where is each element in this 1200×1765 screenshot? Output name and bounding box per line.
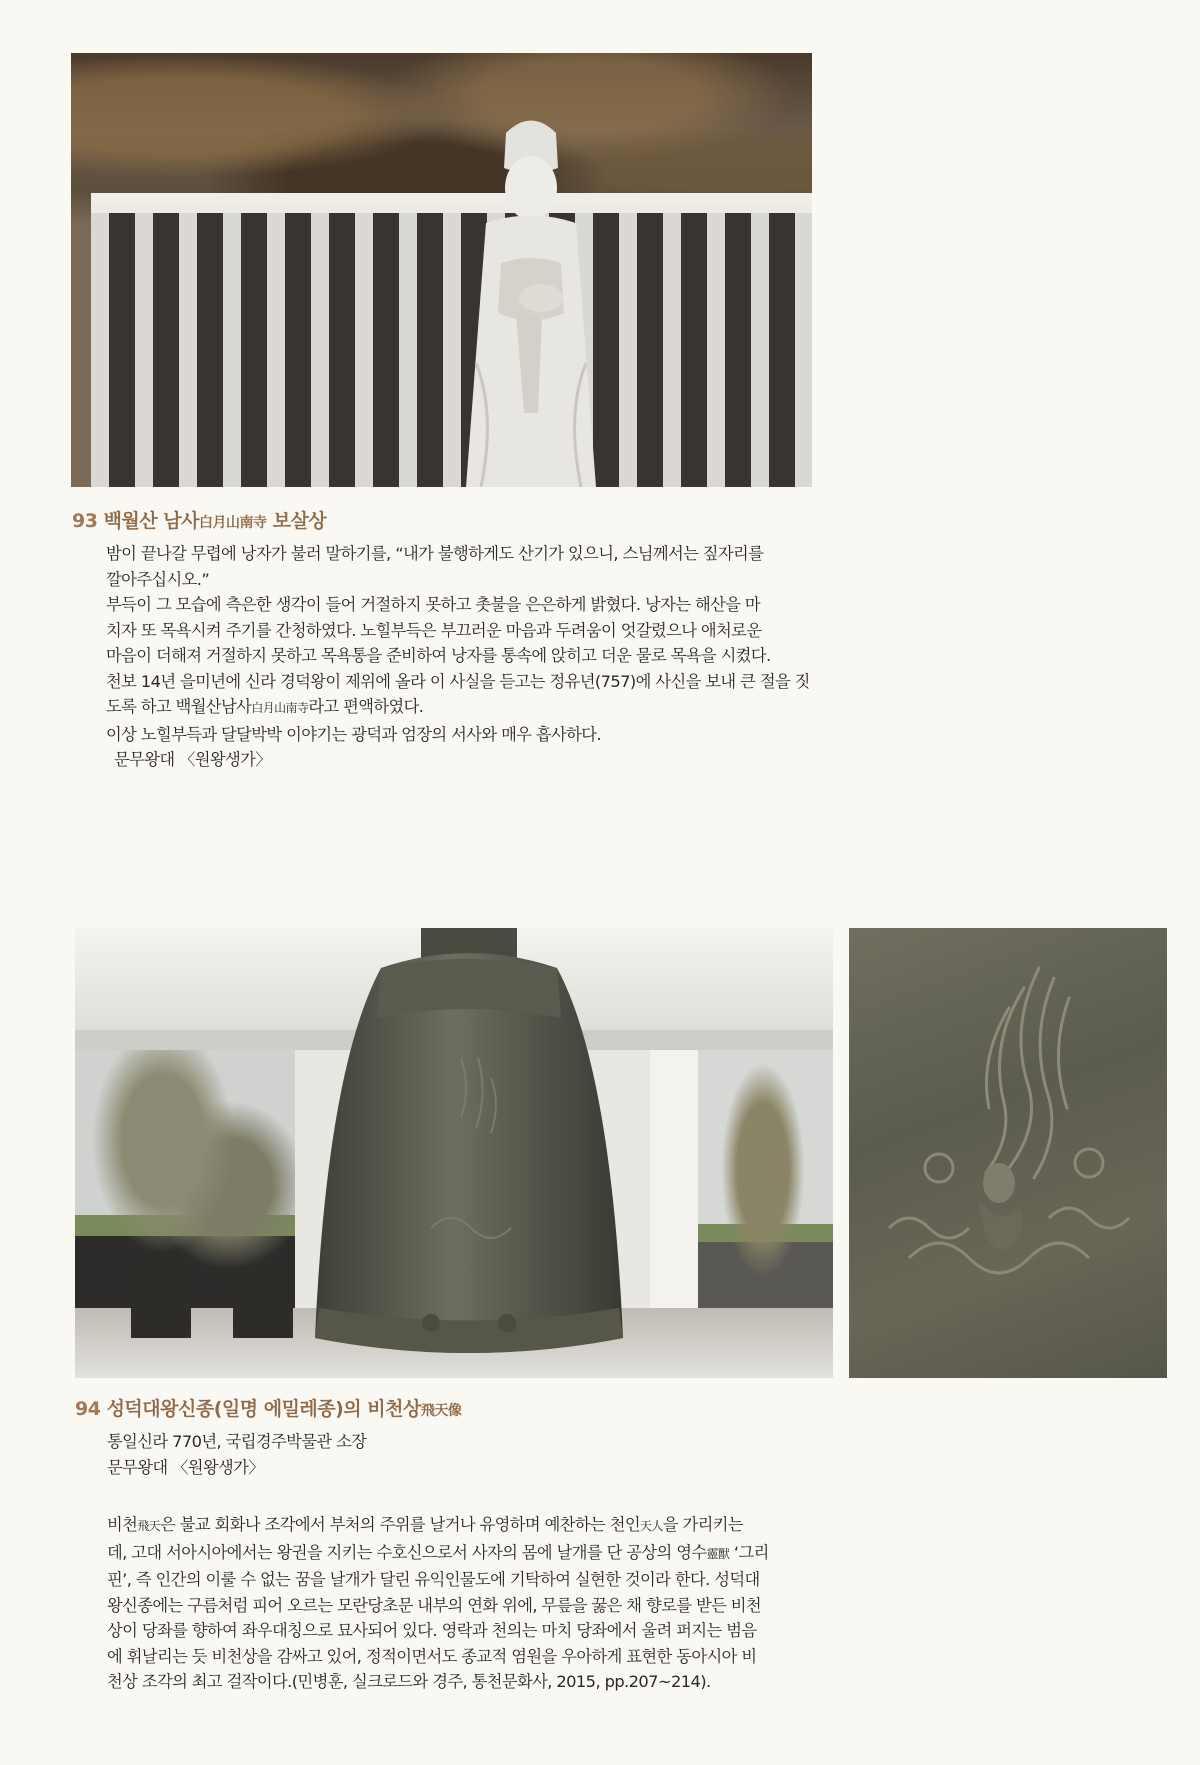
figure-94-line2-b: ‘그리 [729,1542,769,1562]
figure-93-source: 문무왕대 〈원왕생가〉 [114,750,271,769]
figure-94-relief-detail-photo [849,928,1167,1378]
figure-94-line1-hanja2: 天人 [639,1519,663,1533]
figure-94-line1-hanja1: 飛天 [137,1519,161,1533]
figure-94-line1-a: 비천 [107,1515,138,1534]
figure-93-line7-pre: 도록 하고 백월산남사 [106,697,252,716]
flying-apsaras-relief-image [849,928,1167,1378]
figure-94-title-hanja: 飛天像 [420,1403,462,1419]
pavilion-pillar [650,1050,698,1308]
figure-93-line: 천보 14년 을미년에 신라 경덕왕이 제위에 올라 이 사실을 듣고는 정유년(757)에 사신을 보내 큰 절을 짓 [106,671,810,691]
divine-bell-image [311,928,627,1378]
bodhisattva-statue-image [446,113,616,487]
figure-93-line: 이상 노힐부득과 달달박박 이야기는 광덕과 엄장의 서사와 매우 흡사하다. [106,724,602,744]
figure-94-number: 94 [75,1398,101,1420]
figure-94-bell-photo [75,928,833,1378]
figure-94-line: 에 휘날리는 듯 비천상을 감싸고 있어, 정적이면서도 종교적 염원을 우아하게 표현한 동아시아 비 [107,1646,757,1666]
figure-93-number: 93 [72,510,98,532]
figure-93-line7-post: 라고 편액하였다. [308,697,424,716]
figure-94-meta-line: 문무왕대 〈원왕생가〉 [107,1457,264,1477]
figure-93-title: 백월산 남사 [103,510,199,532]
figure-93-photo [71,53,812,487]
figure-94-line: 핀’, 즉 인간의 이룰 수 없는 꿈을 날개가 달린 유익인물도에 기탁하여 실현한 것이라 한다. 성덕대 [107,1570,760,1589]
figure-93-caption-title [72,506,326,533]
figure-94-line1-c: 을 가리키는 [662,1515,743,1534]
figure-94-line: 왕신종에는 구름처럼 피어 오르는 모란당초문 내부의 연화 위에, 무릎을 꿇은 채 향로를 받든 비천 [107,1595,762,1615]
figure-94-line: 천상 조각의 최고 걸작이다.(민병훈, 실크로드와 경주, 통천문화사, 2015, pp.207~214). [107,1672,711,1691]
figure-93-line7-hanja: 白月山南寺 [251,701,309,715]
figure-93-line: 마음이 더해져 거절하지 못하고 목욕통을 준비하여 낭자를 통속에 앉히고 더운 물로 목욕을 시켰다. [106,646,771,665]
figure-93-title-hanja: 白月山南寺 [198,515,267,531]
figure-93-line: 깔아주십시오.” [106,569,210,589]
figure-94-line [107,1512,987,1540]
figure-94-meta [107,1429,366,1480]
figure-94-line1-b: 은 불교 회화나 조각에서 부처의 주위를 날거나 유영하며 예찬하는 천인 [160,1515,640,1534]
figure-94-line2-hanja: 靈獸 [706,1546,730,1561]
figure-93-line: 부득이 그 모습에 측은한 생각이 들어 거절하지 못하고 촛불을 은은하게 밝혔다. 낭자는 해산을 마 [106,595,761,614]
garden-right [693,1050,833,1350]
figure-94-line2-a: 데, 고대 서아시아에서는 왕권을 지키는 수호신으로서 사자의 몸에 날개를 단 공상의 영수 [107,1542,707,1562]
figure-93-body [106,541,986,773]
figure-93-title-suffix: 보살상 [272,510,327,532]
figure-94-title: 성덕대왕신종(일명 에밀레종)의 비천상 [106,1398,421,1420]
stone-bench [233,1268,293,1338]
figure-94-line [107,1540,987,1568]
figure-93-line [106,694,986,722]
figure-94-line: 상이 당좌를 향하여 좌우대칭으로 묘사되어 있다. 영락과 천의는 마치 당좌에서 울려 퍼지는 범음 [107,1621,757,1640]
figure-94-body [107,1512,987,1695]
figure-94-meta-line: 통일신라 770년, 국립경주박물관 소장 [107,1432,367,1451]
figure-93-line: 치자 또 목욕시켜 주기를 간청하였다. 노힐부득은 부끄러운 마음과 두려움이 엇갈렸으나 애처로운 [106,620,762,640]
stone-bench [131,1268,191,1338]
figure-94-caption-title [75,1394,461,1421]
figure-93-line: 밤이 끝나갈 무렵에 낭자가 불러 말하기를, “내가 불행하게도 산기가 있으니, 스님께서는 짚자리를 [106,544,764,563]
